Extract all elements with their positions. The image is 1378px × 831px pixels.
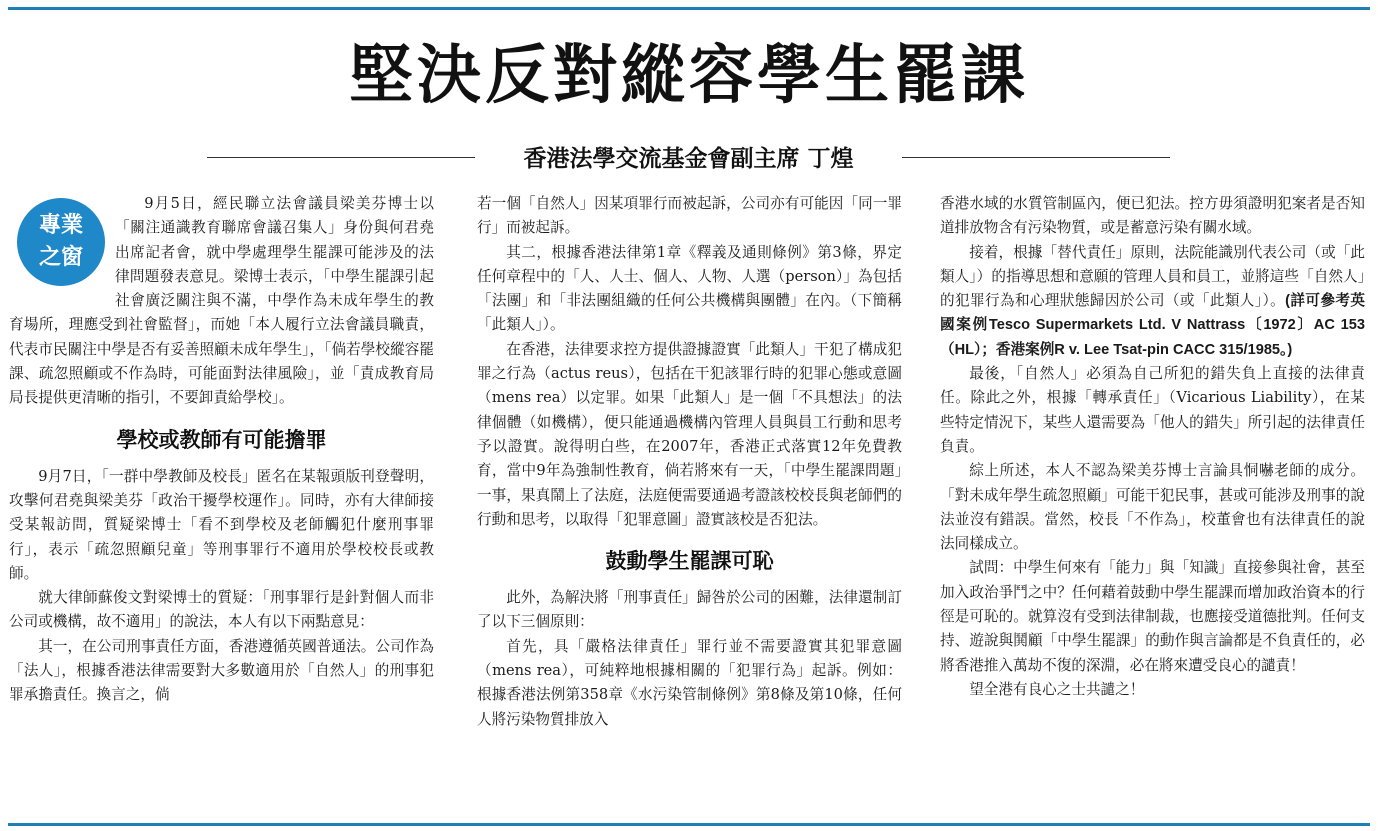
article-column-2 — [477, 192, 902, 732]
paragraph: 其二，根據香港法律第1章《釋義及通則條例》第3條，界定任何章程中的「人、人士、個人、人物、人選（person）」為包括「法團」和「非法團組織的任何公共機構與團體」在內。（下簡稱「此類人」）。 — [477, 243, 902, 334]
paragraph: 望全港有良心之士共譴之！ — [969, 680, 1145, 698]
paragraph: 就大律師蘇俊文對梁博士的質疑：「刑事罪行是針對個人而非公司或機構，故不適用」的說法，本人有以下兩點意見： — [9, 589, 434, 631]
paragraph — [940, 241, 1365, 362]
paragraph-text: 接着，根據「替代責任」原則，法院能識別代表公司（或「此類人」）的指導思想和意願的管理人員和員工，並將這些「自然人」的犯罪行為和心理狀態歸因於公司（或「此類人」）。 — [940, 243, 1365, 310]
paragraph: 若一個「自然人」因某項罪行而被起訴，公司亦有可能因「同一罪行」而被起訴。 — [477, 195, 902, 237]
top-rule — [8, 7, 1370, 10]
subheading: 學校或教師有可能擔罪 — [116, 427, 327, 452]
article-column-1 — [9, 192, 434, 708]
case-citation: (詳可參考英國案例Tesco Supermarkets Ltd. V Nattrass〔1972〕AC 153（HL）；香港案例R v. Lee Tsat-pin CACC 315/1985。) — [940, 293, 1365, 358]
paragraph: 其一，在公司刑事責任方面，香港遵循英國普通法。公司作為「法人」，根據香港法律需要對大多數適用於「自然人」的刑事犯罪承擔責任。換言之，倘 — [9, 637, 434, 704]
subheading: 鼓動學生罷課可恥 — [605, 549, 774, 574]
article-column-3 — [940, 192, 1365, 702]
column-badge — [17, 198, 105, 286]
paragraph: 最後，「自然人」必須為自己所犯的錯失負上直接的法律責任。除此之外，根據「轉承責任」（Vicarious Liability），在某些特定情況下，某些人還需要為「他人的錯失」所引起的法律責任負責。 — [940, 365, 1365, 455]
bottom-rule — [8, 823, 1370, 826]
badge-line-2: 之窗 — [38, 245, 83, 270]
byline-rule-right — [902, 157, 1170, 158]
paragraph: 9月7日，「一群中學教師及校長」匿名在某報頭版刊登聲明，攻擊何君堯與梁美芬「政治干擾學校運作」。同時，亦有大律師接受某報訪問，質疑梁博士「看不到學校及老師觸犯什麼刑事罪行」，表示「疏忽照顧兒童」等刑事罪行不適用於學校校長或教師。 — [9, 467, 434, 582]
paragraph-text: 9月5日，經民聯立法會議員梁美芬博士以「關注通識教育聯席會議召集人」身份與何君堯出席記者會，就中學處理學生罷課可能涉及的法律問題發表意見。梁博士表示，「中學生罷課引起社會廣泛關注與不滿，中學作為未成年學生的教育場所，理應受到社會監督」，而她「本人履行立法會議員職責，代表市民關注中學是否有妥善照顧未成年學生」，「倘若學校縱容罷課、疏忽照顧或不作為時，可能面對法律風險」，並「責成教育局局長提供更清晰的指引，不要卸責給學校」。 — [9, 195, 434, 407]
paragraph: 此外，為解決將「刑事責任」歸咎於公司的困難，法律還制訂了以下三個原則： — [477, 589, 902, 631]
paragraph: 香港水域的水質管制區內，便已犯法。控方毋須證明犯案者是否知道排放物含有污染物質，或是蓄意污染有關水域。 — [940, 195, 1365, 237]
badge-line-1: 專業 — [38, 213, 83, 238]
byline-rule-left — [207, 157, 475, 158]
headline: 堅決反對縱容學生罷課 — [349, 38, 1029, 113]
paragraph: 綜上所述，本人不認為梁美芬博士言論具恫嚇老師的成分。「對未成年學生疏忽照顧」可能干犯民事，甚或可能涉及刑事的說法並沒有錯誤。當然，校長「不作為」，校董會也有法律責任的說法同樣成立。 — [940, 462, 1365, 553]
paragraph — [9, 192, 434, 411]
byline: 香港法學交流基金會副主席 丁煌 — [523, 146, 854, 172]
paragraph: 首先，具「嚴格法律責任」罪行並不需要證實其犯罪意圖（mens rea），可純粹地根據相關的「犯罪行為」起訴。例如：根據香港法例第358章《水污染管制條例》第8條及第10條，任何人將污染物質排放入 — [477, 637, 902, 728]
paragraph: 試問：中學生何來有「能力」與「知識」直接參與社會，甚至加入政治爭鬥之中？任何藉着鼓動中學生罷課而增加政治資本的行徑是可恥的。就算沒有受到法律制裁，也應接受道德批判。任何支持、遊說與鬨顧「中學生罷課」的動作與言論都是不負責任的，必將香港推入萬劫不復的深淵，必在將來遭受良心的譴責！ — [940, 559, 1365, 674]
paragraph: 在香港，法律要求控方提供證據證實「此類人」干犯了構成犯罪之行為（actus reus），包括在干犯該罪行時的犯罪心態或意圖（mens rea）以定罪。如果「此類人」是一個「不具想法」的法律個體（如機構），便只能通過機構內管理人員與員工行動和思考予以證實。說得明白些，在2007年，香港正式落實12年免費教育，當中9年為強制性教育，倘若將來有一天，「中學生罷課問題」一事，果真鬧上了法庭，法庭便需要通過考證該校校長與老師們的行動和思考，以取得「犯罪意圖」證實該校是否犯法。 — [477, 340, 902, 528]
